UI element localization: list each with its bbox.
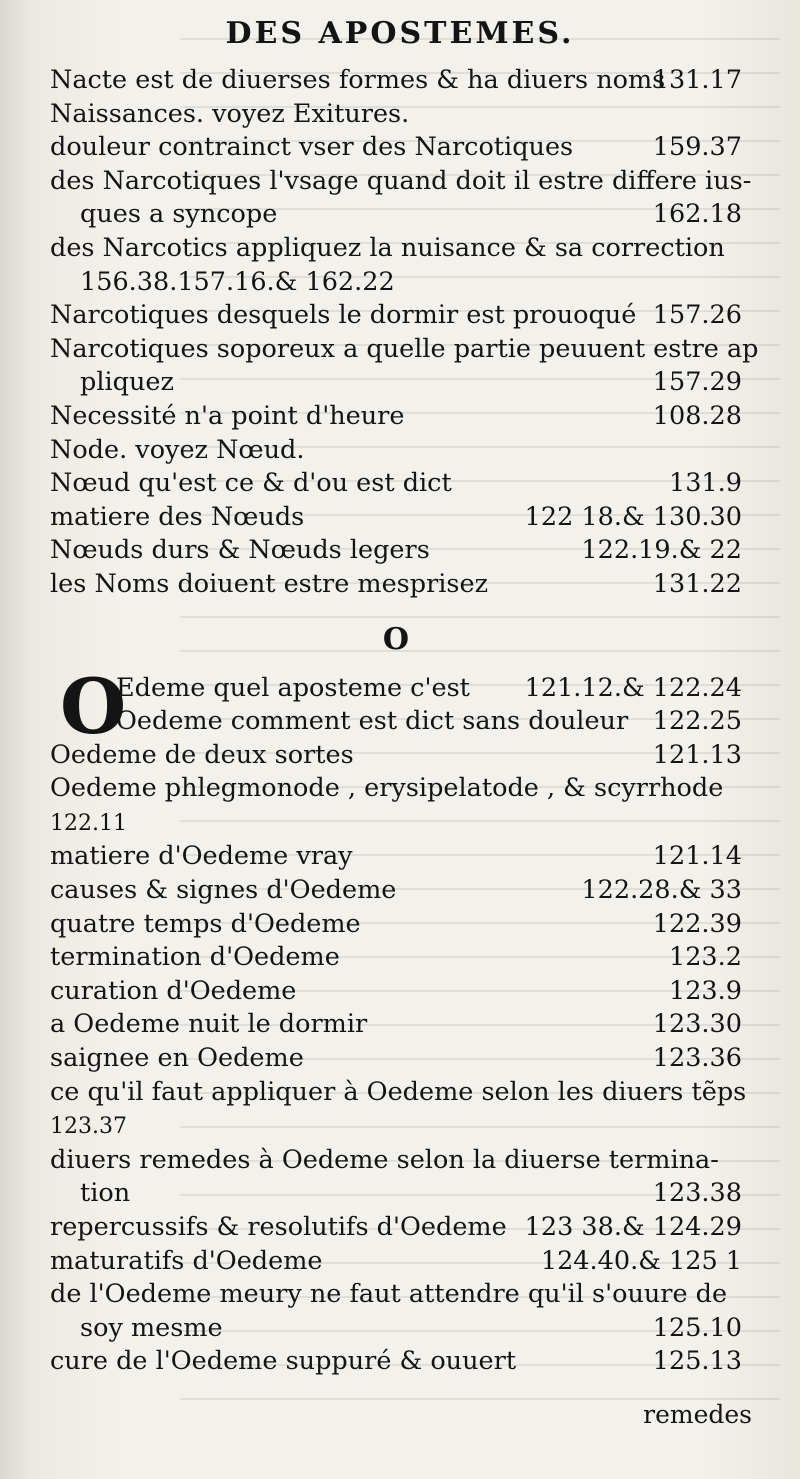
- entry-page-ref: 123.30: [652, 1009, 742, 1040]
- index-entry: [50, 467, 742, 501]
- index-entry: [50, 840, 742, 874]
- entry-continuation: [50, 266, 742, 300]
- entry-text: Narcotiques soporeux a quelle partie peuuent estre ap: [50, 333, 759, 364]
- continuation-text: ques a syncope: [80, 199, 278, 230]
- index-entry: [50, 1211, 742, 1245]
- index-entry: [50, 1144, 742, 1178]
- entry-page-ref: 131.22: [652, 568, 742, 599]
- entry-page-ref: 131.17: [652, 65, 742, 95]
- entry-text: Oedeme phlegmonode , erysipelatode , & scyrrhode: [50, 773, 724, 804]
- index-entry: [50, 1245, 742, 1279]
- continuation-text: soy mesme: [80, 1312, 223, 1343]
- continuation-text: pliquez: [80, 367, 174, 398]
- entry-text: Oedeme de deux sortes: [50, 739, 354, 770]
- index-entry: [50, 1278, 742, 1312]
- entry-text: Nœud qu'est ce & d'ou est dict: [50, 468, 452, 499]
- entry-page-ref: 131.9: [668, 468, 742, 499]
- entry-page-ref: 122.19.& 22: [581, 535, 742, 566]
- entry-text: maturatifs d'Oedeme: [50, 1245, 323, 1276]
- entry-text: a Oedeme nuit le dormir: [50, 1009, 368, 1040]
- entry-text: quatre temps d'Oedeme: [50, 908, 361, 939]
- entry-page-ref: 123 38.& 124.29: [524, 1212, 742, 1242]
- entry-text: de l'Oedeme meury ne faut attendre qu'il s'ouure de: [50, 1279, 728, 1310]
- entry-text: Narcotiques desquels le dormir est prouoqué: [50, 300, 637, 331]
- index-entries: [50, 64, 759, 1379]
- index-entry: [50, 232, 742, 266]
- index-entry: [50, 131, 742, 165]
- index-entry: [50, 98, 742, 132]
- index-entry: [50, 1042, 742, 1076]
- catchword: remedes: [643, 1400, 752, 1429]
- entries-letter-o: [50, 661, 747, 1379]
- running-head: DES APOSTEMES.: [225, 16, 575, 51]
- entry-page-ref: 121.12.& 122.24: [524, 672, 742, 703]
- entry-page-ref: 159.37: [652, 132, 742, 163]
- index-entry: [50, 434, 742, 468]
- entry-text: diuers remedes à Oedeme selon la diuerse termina-: [50, 1144, 719, 1175]
- index-entry: [50, 941, 742, 975]
- index-entry: [50, 400, 742, 434]
- index-entry: [50, 908, 742, 942]
- entry-text: Oedeme comment est dict sans douleur: [116, 706, 629, 737]
- entry-continuation: [50, 1177, 742, 1211]
- entry-continuation: [50, 1109, 742, 1144]
- index-entry: [50, 299, 742, 333]
- entry-text: saignee en Oedeme: [50, 1043, 304, 1074]
- entry-text: Edeme quel aposteme c'est: [116, 672, 470, 703]
- entries-letter-n: [50, 64, 759, 602]
- entry-page-ref: 123.2: [668, 942, 742, 973]
- entry-page-ref: 124.40.& 125 1: [540, 1245, 742, 1276]
- continuation-text: tion: [80, 1178, 131, 1209]
- index-entry: [50, 165, 752, 199]
- entry-page-ref: 122.39: [652, 908, 742, 939]
- entry-continuation: [50, 366, 742, 400]
- continuation-text: 123.37: [50, 1114, 127, 1140]
- entry-page-ref: 125.13: [652, 1346, 742, 1377]
- index-entry: [50, 739, 742, 773]
- entry-page-ref: 157.29: [652, 367, 742, 398]
- index-entry: [50, 772, 742, 806]
- index-entry: [50, 64, 742, 98]
- entry-page-ref: 125.10: [652, 1312, 742, 1343]
- entry-page-ref: 123.36: [652, 1043, 742, 1074]
- entry-page-ref: 121.13: [652, 739, 742, 770]
- index-entry: [50, 672, 742, 706]
- index-entry: [50, 333, 759, 367]
- index-entry: [50, 1008, 742, 1042]
- entry-page-ref: 122.25: [652, 706, 742, 737]
- entry-text: Necessité n'a point d'heure: [50, 400, 405, 431]
- entry-page-ref: 123.9: [668, 975, 742, 1006]
- entry-page-ref: 122 18.& 130.30: [524, 501, 742, 532]
- index-entry: [50, 534, 742, 568]
- entry-page-ref: 123.38: [652, 1178, 742, 1209]
- entry-text: causes & signes d'Oedeme: [50, 875, 397, 906]
- entry-text: Nacte est de diuerses formes & ha diuers noms: [50, 65, 666, 95]
- index-entry: [50, 874, 742, 908]
- entry-text: les Noms doiuent estre mesprisez: [50, 568, 489, 599]
- entry-continuation: [50, 1312, 742, 1346]
- continuation-text: 156.38.157.16.& 162.22: [80, 266, 395, 297]
- entry-page-ref: 108.28: [652, 400, 742, 431]
- index-entry: [50, 975, 742, 1009]
- index-entry: [50, 1345, 742, 1379]
- entry-page-ref: 162.18: [652, 199, 742, 230]
- entry-continuation: [50, 806, 742, 841]
- entry-text: Nœuds durs & Nœuds legers: [50, 535, 430, 566]
- entry-text: cure de l'Oedeme suppuré & ouuert: [50, 1346, 517, 1377]
- entry-page-ref: 122.28.& 33: [581, 875, 742, 906]
- entry-text: ce qu'il faut appliquer à Oedeme selon les diuers tẽps: [50, 1076, 747, 1107]
- index-entry: [50, 568, 742, 602]
- entry-text: curation d'Oedeme: [50, 975, 297, 1006]
- letter-heading: O: [382, 621, 410, 657]
- entry-page-ref: 121.14: [652, 841, 742, 872]
- entry-text: des Narcotiques l'vsage quand doit il estre differe ius-: [50, 165, 752, 196]
- entry-text: Node. voyez Nœud.: [50, 434, 305, 465]
- entry-text: des Narcotics appliquez la nuisance & sa correction: [50, 232, 725, 263]
- entry-text: Naissances. voyez Exitures.: [50, 98, 410, 129]
- index-entry: [50, 705, 742, 739]
- entry-text: repercussifs & resolutifs d'Oedeme: [50, 1212, 507, 1242]
- continuation-text: 122.11: [50, 810, 127, 836]
- entry-text: matiere des Nœuds: [50, 501, 305, 532]
- entry-text: matiere d'Oedeme vray: [50, 841, 353, 872]
- entry-page-ref: 157.26: [652, 300, 742, 331]
- entry-text: termination d'Oedeme: [50, 942, 340, 973]
- index-entry: [50, 501, 742, 535]
- entry-text: douleur contrainct vser des Narcotiques: [50, 132, 574, 163]
- drop-capital: O: [60, 661, 127, 751]
- entry-continuation: [50, 198, 742, 232]
- index-entry: [50, 1076, 747, 1110]
